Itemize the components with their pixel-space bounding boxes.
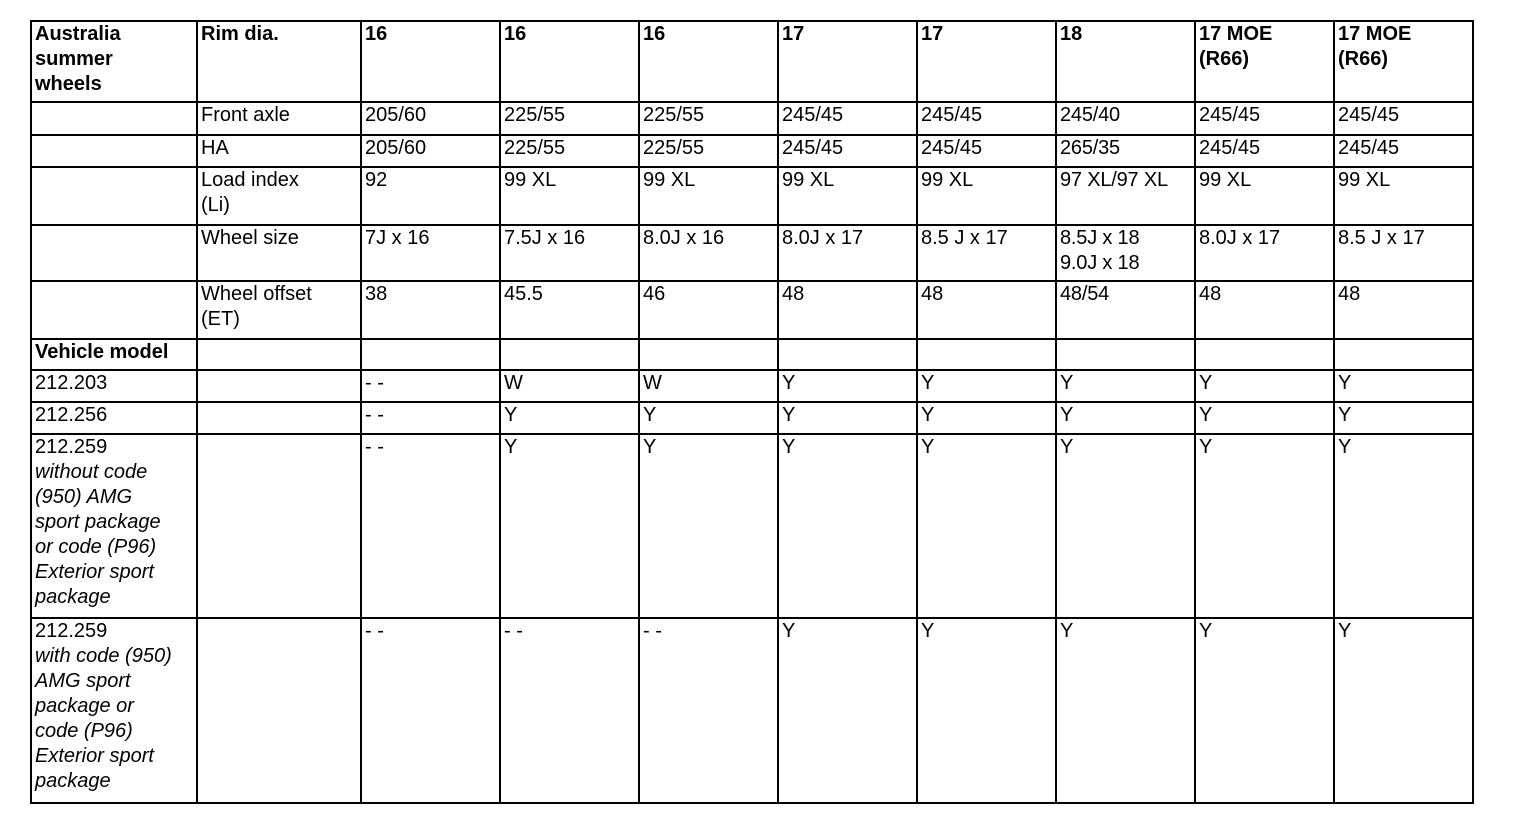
fitment-value: - -: [639, 618, 778, 803]
empty-cell: [500, 339, 639, 370]
spec-value: [778, 281, 917, 339]
spec-value: [1056, 167, 1195, 225]
rim-dia-cell: [500, 21, 639, 102]
fitment-value: Y: [500, 434, 639, 618]
empty-cell: [31, 102, 197, 135]
rim-dia-cell: [361, 21, 500, 102]
cell-line: 48: [1338, 283, 1361, 305]
spec-value: [1195, 102, 1334, 135]
fitment-value: Y: [1195, 618, 1334, 803]
spec-value: [1195, 281, 1334, 339]
fitment-value: - -: [361, 434, 500, 618]
corner-label: [31, 21, 197, 102]
cell-line: 245/45: [921, 137, 983, 159]
cell-line: 7J x 16: [365, 227, 430, 249]
cell-line: Front axle: [201, 104, 290, 126]
spec-value: [500, 281, 639, 339]
empty-cell: [197, 339, 361, 370]
model-row: [31, 370, 1473, 402]
fitment-value: Y: [917, 618, 1056, 803]
empty-cell: [31, 225, 197, 281]
empty-cell: [31, 167, 197, 225]
model-row: [31, 434, 1473, 618]
fitment-value: - -: [361, 370, 500, 402]
model-number: 212.256: [35, 404, 108, 426]
spec-value: [1334, 167, 1473, 225]
spec-row: [31, 102, 1473, 135]
fitment-value: Y: [778, 434, 917, 618]
cell-line: 8.0J x 17: [782, 227, 864, 249]
spec-value: [778, 167, 917, 225]
cell-line: 17: [782, 23, 805, 45]
spec-value: [361, 225, 500, 281]
fitment-value: Y: [917, 434, 1056, 618]
spec-value: [917, 135, 1056, 167]
spec-value: [500, 167, 639, 225]
cell-line: 205/60: [365, 104, 427, 126]
model-number: 212.259: [35, 620, 108, 642]
model-note: or code (P96): [35, 536, 157, 558]
cell-line: 245/40: [1060, 104, 1120, 126]
fitment-value: Y: [778, 618, 917, 803]
empty-cell: [1334, 339, 1473, 370]
fitment-value: Y: [778, 402, 917, 434]
model-note: sport package: [35, 511, 161, 533]
cell-line: 225/55: [504, 104, 566, 126]
empty-cell: [197, 434, 361, 618]
cell-line: Wheel offset: [201, 283, 312, 305]
spec-value: [639, 102, 778, 135]
fitment-value: W: [639, 370, 778, 402]
rim-dia-cell: [1195, 21, 1334, 102]
rim-dia-label: Rim dia.: [197, 21, 361, 102]
model-cell: [31, 370, 197, 402]
cell-line: Australia: [35, 23, 121, 45]
model-row: [31, 618, 1473, 803]
empty-cell: [1195, 339, 1334, 370]
cell-line: 48: [782, 283, 805, 305]
cell-line: 245/45: [782, 137, 844, 159]
cell-line: 48: [921, 283, 944, 305]
spec-value: [917, 281, 1056, 339]
spec-value: [917, 102, 1056, 135]
cell-line: 245/45: [1199, 104, 1261, 126]
empty-cell: [31, 281, 197, 339]
cell-line: 92: [365, 169, 388, 191]
cell-line: 7.5J x 16: [504, 227, 586, 249]
rim-dia-cell: [1056, 21, 1195, 102]
cell-line: 99 XL: [504, 169, 557, 191]
empty-cell: [31, 135, 197, 167]
cell-line: 8.5J x 18: [1060, 227, 1140, 249]
cell-line: 97 XL/97 XL: [1060, 169, 1168, 191]
cell-line: (ET): [201, 308, 240, 330]
model-note: package: [35, 770, 111, 792]
model-note: with code (950): [35, 645, 172, 667]
empty-cell: [361, 339, 500, 370]
spec-value: [639, 225, 778, 281]
cell-line: 46: [643, 283, 666, 305]
spec-value: [1195, 225, 1334, 281]
spec-value: [1056, 225, 1195, 281]
spec-value: [361, 281, 500, 339]
spec-label: [197, 281, 361, 339]
spec-value: [1334, 281, 1473, 339]
fitment-value: Y: [1056, 370, 1195, 402]
spec-label: [197, 135, 361, 167]
model-cell: [31, 618, 197, 803]
cell-line: summer: [35, 48, 113, 70]
spec-value: [639, 135, 778, 167]
cell-line: 17 MOE: [1199, 23, 1273, 45]
empty-cell: [1056, 339, 1195, 370]
spec-value: [1334, 225, 1473, 281]
cell-line: 48: [1199, 283, 1222, 305]
fitment-value: Y: [500, 402, 639, 434]
fitment-value: Y: [778, 370, 917, 402]
fitment-value: W: [500, 370, 639, 402]
cell-line: (R66): [1199, 48, 1250, 70]
cell-line: 265/35: [1060, 137, 1120, 159]
cell-line: 16: [365, 23, 388, 45]
fitment-value: Y: [1334, 618, 1473, 803]
cell-line: 99 XL: [643, 169, 696, 191]
model-note: package or: [35, 695, 134, 717]
spec-value: [1056, 281, 1195, 339]
spec-label: [197, 225, 361, 281]
table-body: [31, 21, 1473, 803]
spec-value: [1334, 135, 1473, 167]
model-note: AMG sport: [35, 670, 131, 692]
header-row: [31, 21, 1473, 102]
spec-row: [31, 281, 1473, 339]
cell-line: 205/60: [365, 137, 427, 159]
fitment-value: Y: [639, 402, 778, 434]
spec-value: [917, 167, 1056, 225]
spec-value: [639, 167, 778, 225]
model-note: without code: [35, 461, 148, 483]
empty-cell: [778, 339, 917, 370]
cell-line: wheels: [35, 73, 102, 95]
spec-value: [778, 102, 917, 135]
fitment-value: Y: [1334, 370, 1473, 402]
spec-value: [1056, 102, 1195, 135]
rim-dia-cell: [778, 21, 917, 102]
fitment-value: Y: [1334, 434, 1473, 618]
fitment-value: Y: [917, 370, 1056, 402]
cell-line: 45.5: [504, 283, 543, 305]
spec-value: [500, 225, 639, 281]
spec-value: [500, 102, 639, 135]
spec-value: [639, 281, 778, 339]
cell-line: 245/45: [782, 104, 844, 126]
cell-line: 245/45: [1338, 104, 1400, 126]
cell-line: 99 XL: [782, 169, 835, 191]
spec-value: [1195, 167, 1334, 225]
cell-line: 225/55: [504, 137, 566, 159]
model-note: Exterior sport: [35, 745, 154, 767]
fitment-value: Y: [1056, 618, 1195, 803]
spec-value: [1056, 135, 1195, 167]
spec-value: [778, 135, 917, 167]
cell-line: 8.5 J x 17: [921, 227, 1008, 249]
cell-line: 99 XL: [1199, 169, 1252, 191]
fitment-value: Y: [1334, 402, 1473, 434]
empty-cell: [197, 618, 361, 803]
cell-line: Wheel size: [201, 227, 299, 249]
rim-dia-cell: [1334, 21, 1473, 102]
spec-label: [197, 167, 361, 225]
model-note: (950) AMG: [35, 486, 133, 508]
spec-value: [778, 225, 917, 281]
spec-value: [500, 135, 639, 167]
spec-row: [31, 135, 1473, 167]
model-row: [31, 402, 1473, 434]
cell-line: Load index: [201, 169, 299, 191]
fitment-value: Y: [1195, 370, 1334, 402]
model-note: Exterior sport: [35, 561, 154, 583]
cell-line: 245/45: [921, 104, 983, 126]
fitment-value: - -: [361, 618, 500, 803]
spec-value: [361, 135, 500, 167]
rim-dia-cell: [639, 21, 778, 102]
spec-row: [31, 225, 1473, 281]
fitment-value: Y: [1056, 402, 1195, 434]
fitment-value: Y: [1195, 434, 1334, 618]
cell-line: 18: [1060, 23, 1083, 45]
cell-line: (R66): [1338, 48, 1389, 70]
cell-line: (Li): [201, 194, 230, 216]
spec-value: [1334, 102, 1473, 135]
cell-line: 245/45: [1199, 137, 1261, 159]
spec-row: [31, 167, 1473, 225]
fitment-value: - -: [361, 402, 500, 434]
spec-value: [361, 167, 500, 225]
cell-line: 8.0J x 16: [643, 227, 725, 249]
empty-cell: [197, 402, 361, 434]
vehicle-model-row: [31, 339, 1473, 370]
cell-line: 48/54: [1060, 283, 1110, 305]
model-cell: [31, 402, 197, 434]
vehicle-model-label: Vehicle model: [31, 339, 197, 370]
cell-line: 8.0J x 17: [1199, 227, 1281, 249]
spec-value: [361, 102, 500, 135]
cell-line: 225/55: [643, 104, 705, 126]
cell-line: 16: [643, 23, 666, 45]
model-number: 212.203: [35, 372, 108, 394]
model-note: package: [35, 586, 111, 608]
spec-value: [1195, 135, 1334, 167]
empty-cell: [197, 370, 361, 402]
cell-line: 8.5 J x 17: [1338, 227, 1425, 249]
fitment-value: Y: [1056, 434, 1195, 618]
spec-label: [197, 102, 361, 135]
rim-dia-cell: [917, 21, 1056, 102]
cell-line: 99 XL: [1338, 169, 1391, 191]
model-number: 212.259: [35, 436, 108, 458]
model-cell: [31, 434, 197, 618]
model-note: code (P96): [35, 720, 133, 742]
cell-line: 38: [365, 283, 388, 305]
empty-cell: [639, 339, 778, 370]
cell-line: 9.0J x 18: [1060, 252, 1140, 274]
cell-line: 99 XL: [921, 169, 974, 191]
cell-line: 17 MOE: [1338, 23, 1412, 45]
fitment-value: Y: [1195, 402, 1334, 434]
fitment-value: Y: [917, 402, 1056, 434]
cell-line: 225/55: [643, 137, 705, 159]
fitment-value: Y: [639, 434, 778, 618]
spec-value: [917, 225, 1056, 281]
cell-line: HA: [201, 137, 229, 159]
cell-line: 16: [504, 23, 527, 45]
fitment-value: - -: [500, 618, 639, 803]
wheel-fitment-table: [30, 20, 1474, 804]
cell-line: 17: [921, 23, 944, 45]
cell-line: 245/45: [1338, 137, 1400, 159]
empty-cell: [917, 339, 1056, 370]
